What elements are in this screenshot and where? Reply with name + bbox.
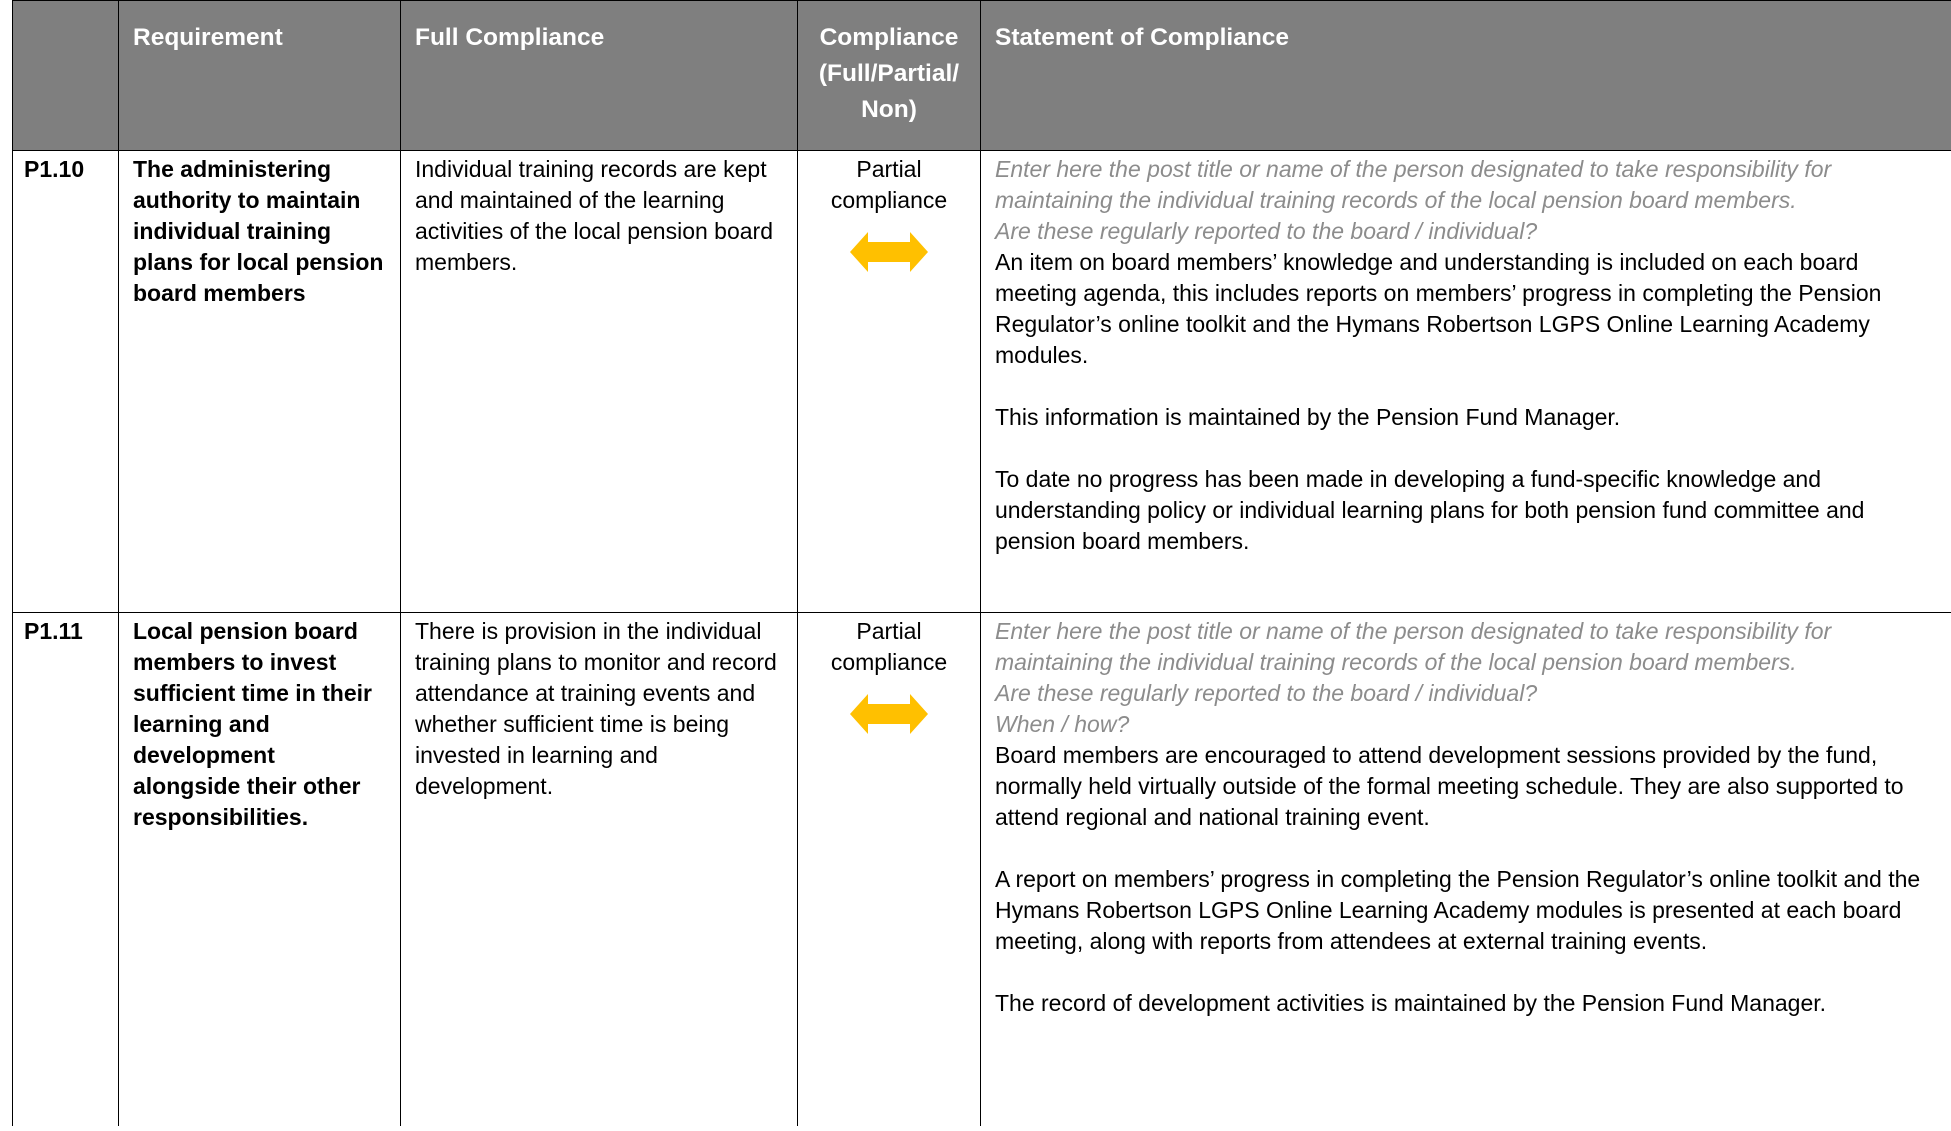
statement-paragraph: The record of development activities is maintained by the Pension Fund Manager. <box>995 990 1827 1016</box>
row-compliance-status <box>798 151 981 613</box>
guidance-prompt: Enter here the post title or name of the person designated to take responsibility for maintaining the individual training records of the local pension board members. <box>995 156 1832 213</box>
paragraph-gap <box>995 833 1937 864</box>
row-statement <box>981 151 1951 613</box>
row-statement <box>981 613 1951 1126</box>
table-row <box>13 613 1951 1126</box>
row-requirement: The administering authority to maintain individual training plans for local pension board members <box>119 151 401 613</box>
double-arrow-icon <box>850 694 928 734</box>
row-ref: P1.10 <box>13 151 119 613</box>
status-text-line1: Partial <box>856 618 922 644</box>
row-full-compliance: Individual training records are kept and maintained of the learning activities of the local pension board members. <box>401 151 798 613</box>
row-ref: P1.11 <box>13 613 119 1126</box>
row-full-compliance: There is provision in the individual training plans to monitor and record attendance at training events and whether sufficient time is being invested in learning and development. <box>401 613 798 1126</box>
row-compliance-status <box>798 613 981 1126</box>
guidance-prompt: Are these regularly reported to the board / individual? <box>995 680 1538 706</box>
double-arrow-icon <box>850 232 928 272</box>
paragraph-gap <box>995 957 1937 988</box>
statement-paragraph: Board members are encouraged to attend development sessions provided by the fund, normally held virtually outside of the formal meeting schedule. They are also supported to attend regional and national training event. <box>995 742 1904 830</box>
paragraph-gap <box>995 371 1937 402</box>
guidance-prompt: Are these regularly reported to the board / individual? <box>995 218 1538 244</box>
statement-paragraph: A report on members’ progress in completing the Pension Regulator’s online toolkit and the Hymans Robertson LGPS Online Learning Academy modules is presented at each board meeting, along with reports from attendees at external training events. <box>995 866 1921 954</box>
header-full-compliance: Full Compliance <box>401 1 798 151</box>
header-statement: Statement of Compliance <box>981 1 1951 151</box>
status-text-line2: compliance <box>830 187 948 213</box>
table-row <box>13 151 1951 613</box>
paragraph-gap <box>995 433 1937 464</box>
statement-paragraph: This information is maintained by the Pension Fund Manager. <box>995 404 1621 430</box>
guidance-prompt: Enter here the post title or name of the person designated to take responsibility for maintaining the individual training records of the local pension board members. <box>995 618 1832 675</box>
status-text-line2: compliance <box>830 649 948 675</box>
compliance-table <box>12 0 1951 1126</box>
header-compliance-status: Compliance (Full/Partial/ Non) <box>798 1 981 151</box>
status-text-line1: Partial <box>856 156 922 182</box>
header-requirement: Requirement <box>119 1 401 151</box>
statement-paragraph: An item on board members’ knowledge and understanding is included on each board meeting agenda, this includes reports on members’ progress in completing the Pension Regulator’s online toolkit and the Hymans Robertson LGPS Online Learning Academy modules. <box>995 249 1882 368</box>
guidance-prompt: When / how? <box>995 711 1130 737</box>
statement-paragraph: To date no progress has been made in developing a fund-specific knowledge and understanding policy or individual learning plans for both pension fund committee and pension board members. <box>995 466 1865 554</box>
row-requirement: Local pension board members to invest sufficient time in their learning and development alongside their other responsibilities. <box>119 613 401 1126</box>
header-row <box>13 1 1951 151</box>
header-ref <box>13 1 119 151</box>
